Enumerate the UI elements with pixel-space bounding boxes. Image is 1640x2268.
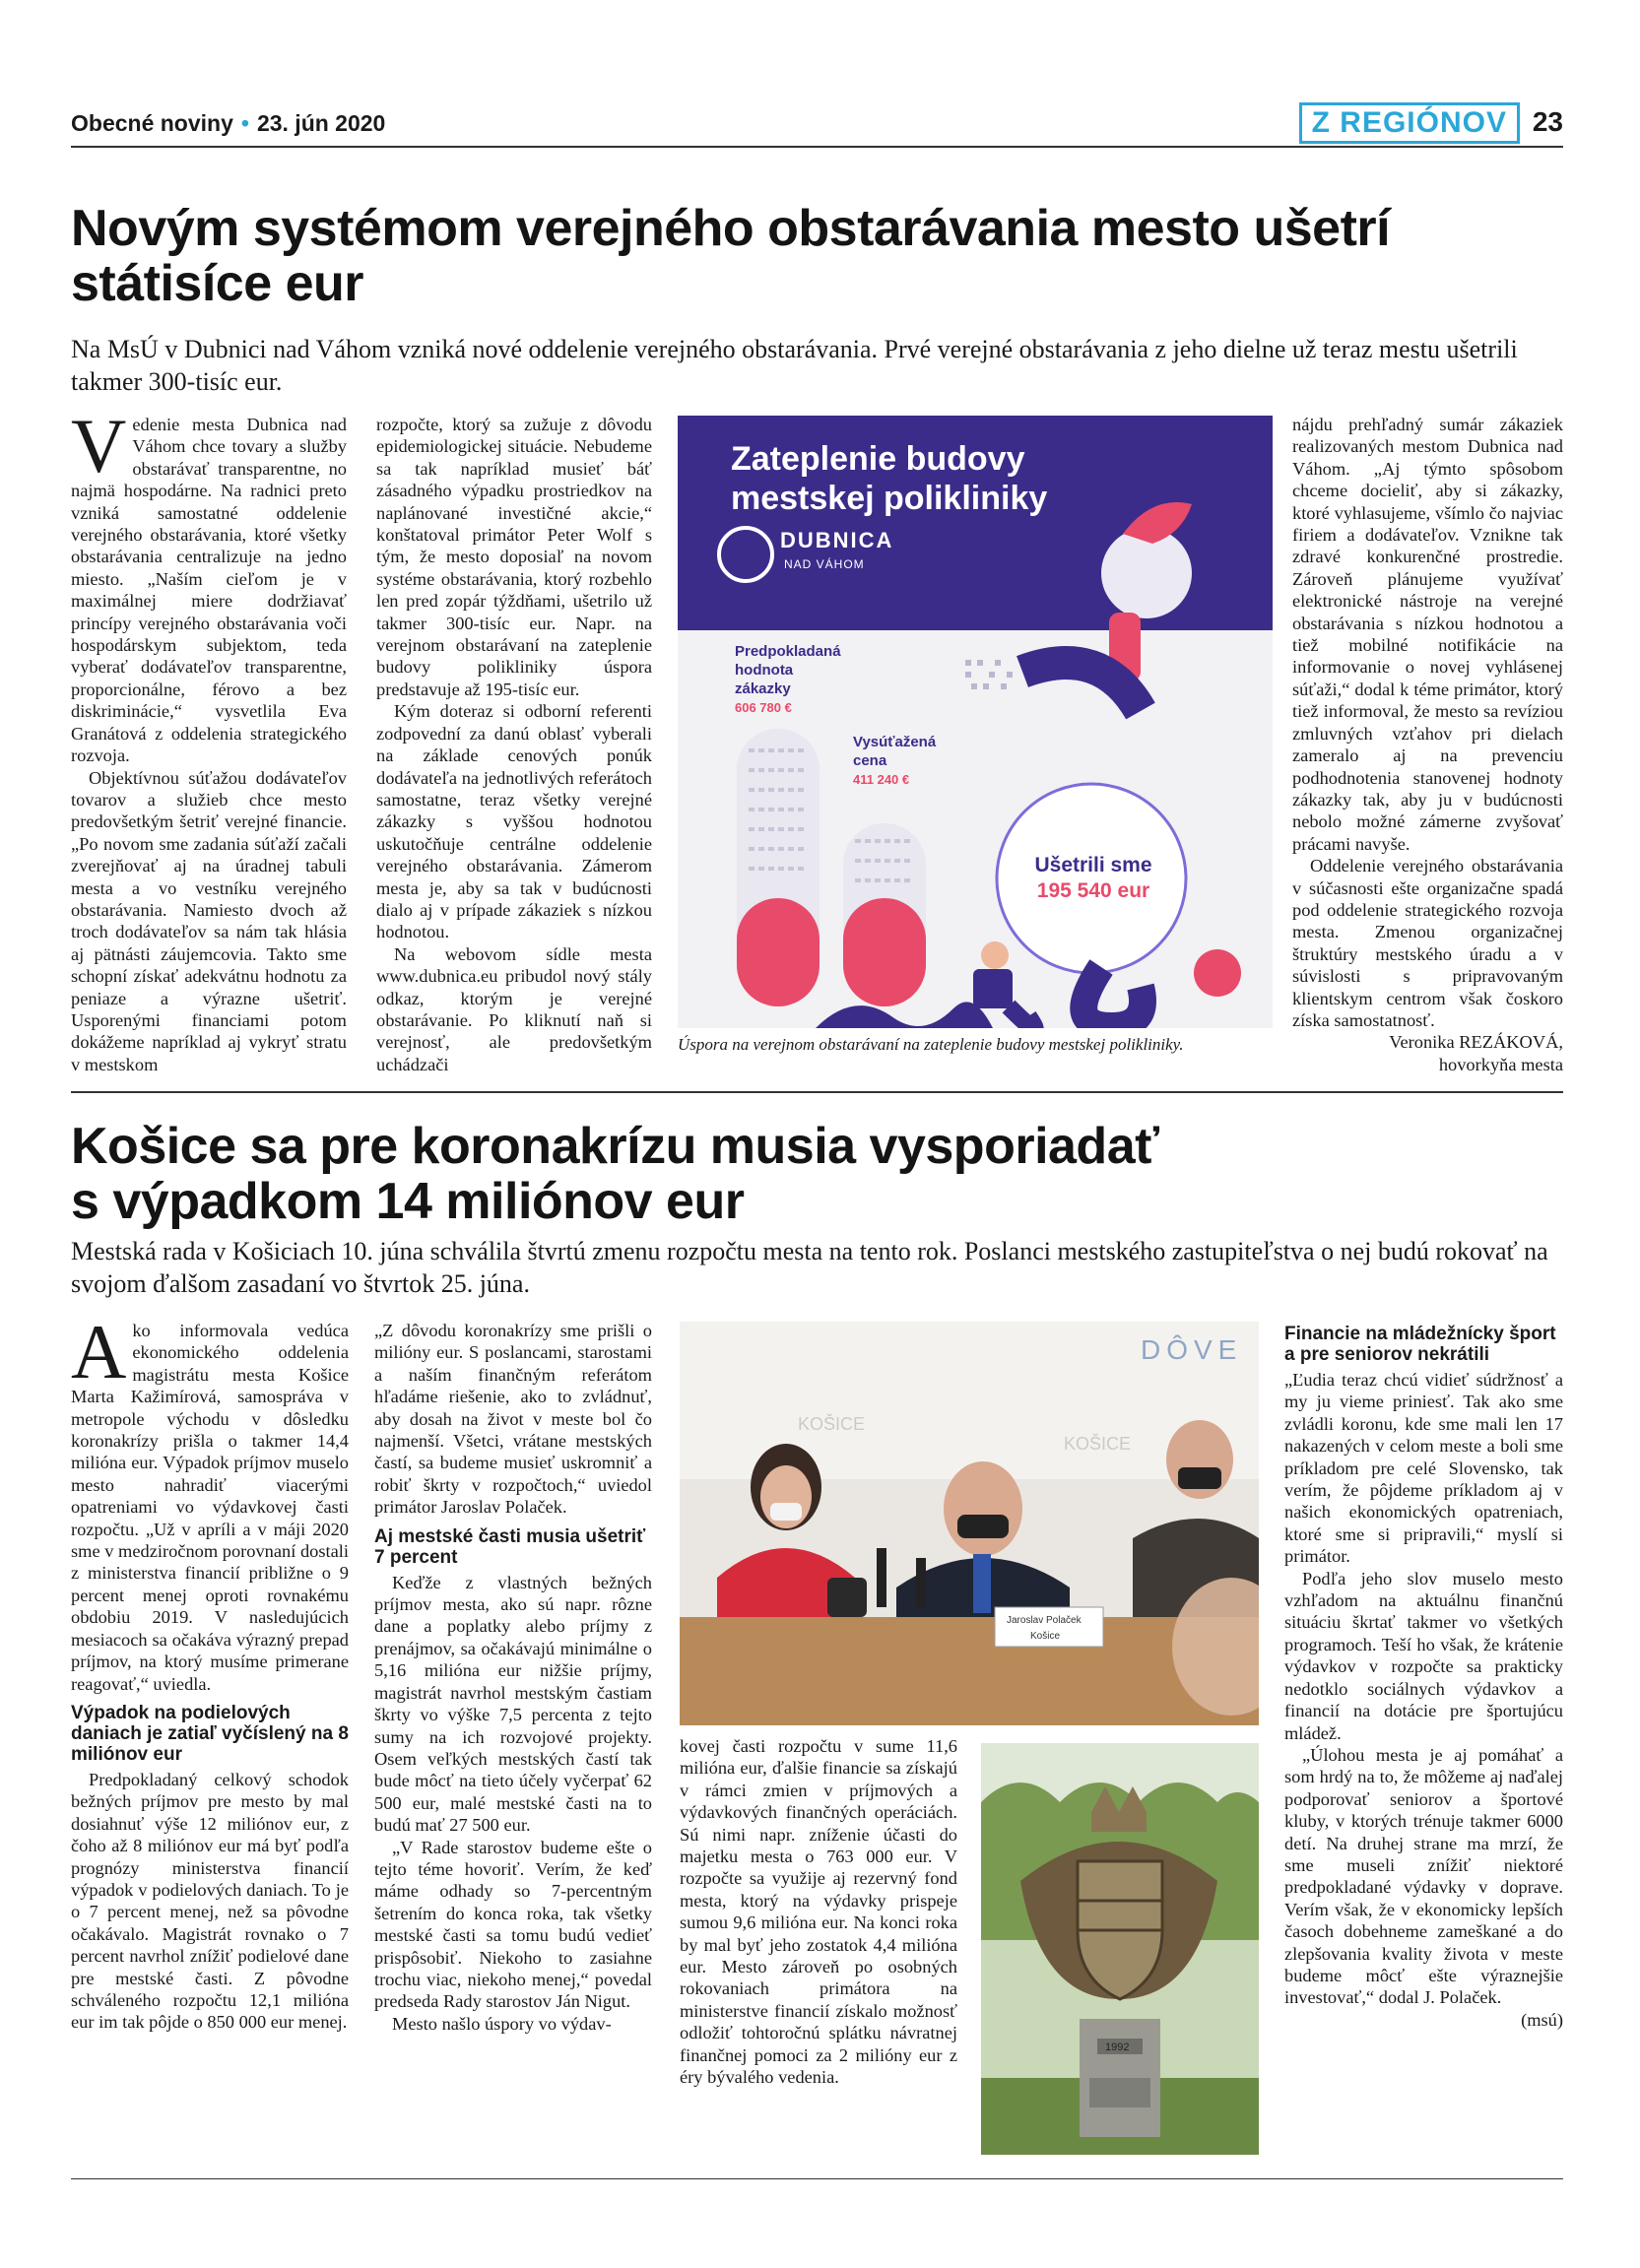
paragraph: nájdu prehľadný sumár zákaziek realizovaných mestom Dubnica nad Váhom. „Aj týmto spôsobom chceme docieliť, aby si zákazky, ktoré vyhlasujeme, všímlo čo najviac firiem a dodávateľov. Vznikne tak zdravé konkurenčné prostredie. Zároveň plánujeme využívať elektronické nástroje na verejné obstarávania s nízkou hodnotou a tiež mobilné notifikácie na informovanie o novej vyhlásenej súťaži,“ dodal k téme primátor, ktorý tiež informoval, že mesto sa revíziou zmluvných vzťahov pri dielach zameralo aj na prevenciu podhodnotenia stanovenej hodnoty zákazky tak, aby ju v budúcnosti nebolo možné zámerne zvyšovať prácami navyše. <box>1292 415 1563 854</box>
paragraph: Na webovom sídle mesta www.dubnica.eu pribudol nový stály odkaz, ktorým je verejné obstarávanie. Po kliknutí naň si verejnosť, ale predovšetkým uchádzači <box>376 943 652 1074</box>
man-figure-icon <box>981 941 1009 969</box>
header-rule <box>71 146 1563 148</box>
estimated-value: 606 780 € <box>735 700 792 715</box>
infographic-caption: Úspora na verejnom obstarávaní na zateplenie budovy mestskej polikliniky. <box>678 1035 1184 1054</box>
paragraph: „V Rade starostov budeme ešte o tejto téme hovoriť. Verím, že keď máme odhady so 7-percentným šetrením do konca roka, tak všetky mestské časti sa tomu budú vedieť prispôsobiť. Niekoho to zasiahne trochu viac, niekoho menej,“ povedal predseda Rady starostov Ján Nigut. <box>374 1837 652 2012</box>
nameplate-text: Jaroslav Polaček <box>1007 1615 1082 1626</box>
infographic-title-line: Zateplenie budovy <box>731 440 1025 478</box>
paragraph: „Z dôvodu koronakrízy sme prišli o milióny eur. S poslancami, starostami a naším finančným referátom hľadáme riešenie, ako to zvládnuť, aby dosah na život v meste bol čo najmenší. Všetci, vrátane mestských častí, sa budeme musieť uskromniť a robiť škrty v rozpočtoch,“ uviedol primátor Jaroslav Polaček. <box>374 1321 652 1518</box>
savings-label <box>1024 853 1162 904</box>
signature: (msú) <box>1521 2009 1563 2030</box>
article2-column-1 <box>71 1309 349 2034</box>
label-line: Predpokladaná <box>735 643 841 660</box>
page-number: 23 <box>1532 106 1563 137</box>
footer-rule <box>71 2178 1563 2179</box>
headline-line: Košice sa pre koronakrízu musia vysporiadať <box>71 1118 1159 1175</box>
paragraph: Podľa jeho slov muselo mesto vzhľadom na aktuálnu finančnú situáciu škrtať takmer vo všetkých programoch. Teší ho však, že krátenie výdavkov v rozpočte sa prakticky nedotklo sociálnych výdavkov a financií na dotácie pre športujúcu mládež. <box>1284 1568 1563 1743</box>
dropcap: A <box>71 1309 127 1394</box>
paragraph: Objektívnou súťažou dodávateľov tovarov a služieb chce mesto predovšetkým šetriť verejné financie. „Po novom sme zadania súťaží začali zverejňovať aj na úradnej tabuli mesta a vo vestníku verejného obstarávania. Namiesto dvoch až troch dodávateľov sa nám tak hlásia aj pätnásti záujemcovia. Takto sme schopní získať adekvátnu hodnotu za peniaze a výrazne ušetriť. Usporenými financiami potom dokážeme napríklad aj vykryť stratu v mestskom <box>71 767 347 1074</box>
curl-shape-icon <box>1083 967 1143 1026</box>
logo-subtitle: NAD VÁHOM <box>784 557 865 571</box>
paragraph: Oddelenie verejného obstarávania v súčasnosti ešte organizačne spadá pod oddelenie strategického rozvoja mesta. Zmenou organizačnej štruktúry mestského úradu a v súvislosti s pripravovaným klientskym centrom však čoskoro získa samostatnosť. <box>1292 856 1563 1030</box>
bar-estimated-fill <box>737 898 820 1006</box>
svg-text:Košice: Košice <box>1030 1631 1061 1642</box>
subheading: Výpadok na podielových daniach je zatiaľ vyčíslený na 8 miliónov eur <box>71 1702 349 1765</box>
pink-dot-icon <box>1194 949 1241 997</box>
article2-column-2 <box>374 1320 652 2035</box>
author-role: hovorkyňa mesta <box>1438 1054 1563 1074</box>
paragraph: edenie mesta Dubnica nad Váhom chce tovary a služby obstarávať transparentne, no najmä hospodárne. Na radnici preto vzniká samostatné oddelenie verejného obstarávania, ktoré všetky obstarávania centralizuje na jedno miesto. „Naším cieľom je v maximálnej miere dodržiavať princípy verejného obstarávania voči hospodárskym subjektom, teda vyberať dodávateľov transparentne, proporcionálne, férovo a bez diskriminácie,“ vysvetlila Eva Granátová z oddelenia strategického rozvoja. <box>71 415 347 766</box>
plaque-text: 1992 <box>1105 2041 1130 2053</box>
press-conference-photo <box>680 1322 1259 1725</box>
paragraph: Mesto našlo úspory vo výdav- <box>392 2013 612 2034</box>
separator-dot: • <box>240 110 249 136</box>
article1-column-3 <box>1292 414 1563 1075</box>
savings-value: 195 540 eur <box>1036 879 1150 902</box>
dropcap: V <box>71 403 127 488</box>
paragraph: Kým doteraz si odborní referenti zodpovední za danú oblasť vyberali na základe cenových ponúk dodávateľa na jednotlivých referátoch samostatne, teraz všetky verejné zákazky s vyššou hodnotou uskutočňuje centrálne oddelenie verejného obstarávania. Zámerom mesta je, aby sa tak v budúcnosti dialo aj v prípade zákaziek s nízkou hodnotou. <box>376 701 652 942</box>
paragraph: kovej časti rozpočtu v sume 11,6 milióna eur, ďalšie financie sa získajú v rámci zmien v príjmových a výdavkových finančných operáciách. Sú nimi napr. zníženie účasti do majetku mesta o 763 000 eur. V rozpočte sa využije aj rezervný fond mesta, ktorý na výdavky prispeje sumou 9,6 milióna eur. Na konci roka by mal byť jeho zostatok 4,4 milióna eur. Mesto zároveň po osobných rokovaniach primátora na ministerstve financií získalo možnosť odložiť tohtoročnú splátku návratnej finančnej pomoci za 2 milióny eur z éry bývalého vedenia. <box>680 1736 957 2088</box>
headline-line: s výpadkom 14 miliónov eur <box>71 1173 745 1230</box>
monument-illustration <box>981 1743 1259 2155</box>
article2-lead: Mestská rada v Košiciach 10. júna schválila štvrtú zmenu rozpočtu mesta na tento rok. Poslanci mestského zastupiteľstva o nej budú rokovať na svojom ďalšom zasadaní vo štvrtok 25. júna. <box>71 1237 1548 1298</box>
author: Veronika REZÁKOVÁ, <box>1389 1032 1563 1053</box>
savings-title: Ušetrili sme <box>1034 854 1152 876</box>
bar-awarded-fill <box>843 898 926 1006</box>
wall-text-2: KOŠICE <box>798 1414 866 1434</box>
wave-shape-icon <box>816 1002 993 1028</box>
awarded-value: 411 240 € <box>853 772 910 787</box>
article-divider <box>71 1091 1563 1093</box>
paragraph: Keďže z vlastných bežných príjmov mesta, ako sú napr. rôzne dane a poplatky alebo príjmy z prenájmov, sa očakávajú minimálne o 5,16 milióna eur nižšie príjmy, magistrát navrhol mestským častiam škrty vo výške 7,5 percenta z tejto sumy na ich rozvojové projekty. Osem veľkých mestských častí tak bude môcť na tieto účely vyčerpať 62 500 eur, malé mestské časti na to budú mať 27 500 eur. <box>374 1572 652 1836</box>
article2-column-3 <box>680 1735 957 2089</box>
label-line: zákazky <box>735 680 791 697</box>
paragraph: Predpokladaný celkový schodok bežných príjmov pre mesto by mal dosiahnuť výše 12 miliónov eur, z čoho až 8 miliónov eur má byť podľa prognózy ministerstva financií výpadok v podielových daniach. To je o 7 percent menej, než sa pôvodne očakávalo. Magistrát rovnako o 7 percent navrhol znížiť podielové dane pre mestské časti. Z pôvodne schváleného rozpočtu 12,1 milióna eur im tak pôjde o 850 000 eur menej. <box>71 1769 349 2033</box>
svg-text:KOŠICE: KOŠICE <box>1064 1434 1132 1454</box>
dot-pattern-icon <box>965 660 1013 689</box>
coat-of-arms-photo <box>981 1743 1259 2155</box>
paragraph: „Úlohou mesta je aj pomáhať a som hrdý na to, že môžeme aj naďalej podporovať seniorov a športové kluby, v ktorých trénuje takmer 6000 detí. Na druhej strane ma mrzí, že sme museli znížiť niektoré predpokladané výdavky v doprave. Verím však, že v ekonomicky lepších časoch dobehneme zameškané a do zlepšovania kvality života v meste budeme môcť ešte výraznejšie investovať,“ dodal J. Polaček. <box>1284 1744 1563 2008</box>
paragraph: ko informovala vedúca ekonomického oddelenia magistrátu mesta Košice Marta Kažimírová, samospráva v metropole východu v dôsledku koronakrízy prišla o takmer 14,4 milióna eur. Výpadok príjmov muselo mesto nahradiť viacerými opatreniami vo výdavkovej časti rozpočtu. „Už v apríli a v máji 2020 sme v medziročnom porovnaní dostali z ministerstva financií približne o 9 percent menej oproti rovnakému obdobiu 2019. V nasledujúcich mesiacoch sa očakáva výrazný prepad príjmov, na ktorý musíme primerane reagovať,“ uviedla. <box>71 1321 349 1694</box>
article1-column-2 <box>376 414 652 1075</box>
section-tag: Z REGIÓNOV <box>1299 102 1520 144</box>
paper-name: Obecné noviny <box>71 110 233 136</box>
awarded-label <box>853 733 936 789</box>
infographic-illustration <box>678 416 1273 1028</box>
logo-name: DUBNICA <box>780 528 894 552</box>
label-line: cena <box>853 752 887 769</box>
infographic-title-line: mestskej polikliniky <box>731 480 1048 517</box>
masthead <box>71 110 385 137</box>
paragraph: „Ľudia teraz chcú vidieť súdržnosť a my ju vieme priniesť. Tak ako sme zvládli koronu, kde sme mali len 17 nakazených v celom meste a boli sme príkladom pre celé Slovensko, tak verím, že pôjdeme príkladom aj v našich ekonomických opatreniach, ktoré sme si pripravili,“ myslí si primátor. <box>1284 1370 1563 1567</box>
subheading: Financie na mládežnícky šport a pre seniorov nekrátili <box>1284 1324 1556 1365</box>
ring-shape-icon <box>1022 663 1141 711</box>
label-line: hodnota <box>735 662 794 679</box>
article2-column-4 <box>1284 1324 1563 2031</box>
infographic <box>678 416 1273 1028</box>
article1-column-1 <box>71 403 347 1075</box>
paragraph: rozpočte, ktorý sa zužuje z dôvodu epidemiologickej situácie. Nebudeme sa tak napríklad musieť báť zásadného výpadku prostriedkov na naplánované investičné akcie,“ konštatoval primátor Peter Wolf s tým, že mesto doposiaľ na novom systéme obstarávania, ktorý rozbehlo len pred zopár týždňami, ušetrilo už takmer 300-tisíc eur. Napr. na verejnom obstarávaní na zateplenie budovy polikliniky úspora predstavuje až 195-tisíc eur. <box>376 415 652 699</box>
estimated-label <box>735 642 841 717</box>
article1-lead: Na MsÚ v Dubnici nad Váhom vzniká nové oddelenie verejného obstarávania. Prvé verejné obstarávania z jeho dielne už teraz mestu ušetrili takmer 300-tisíc eur. <box>71 335 1518 396</box>
subheading: Aj mestské časti musia ušetriť 7 percent <box>374 1525 646 1568</box>
label-line: Vysúťažená <box>853 734 937 750</box>
issue-date: 23. jún 2020 <box>256 110 386 136</box>
article1-headline: Novým systémom verejného obstarávania mesto ušetrí státisíce eur <box>71 200 1391 312</box>
article2-headline <box>71 1119 1568 1229</box>
press-conference-illustration <box>680 1322 1259 1725</box>
wall-text: DÔVE <box>1141 1334 1243 1365</box>
